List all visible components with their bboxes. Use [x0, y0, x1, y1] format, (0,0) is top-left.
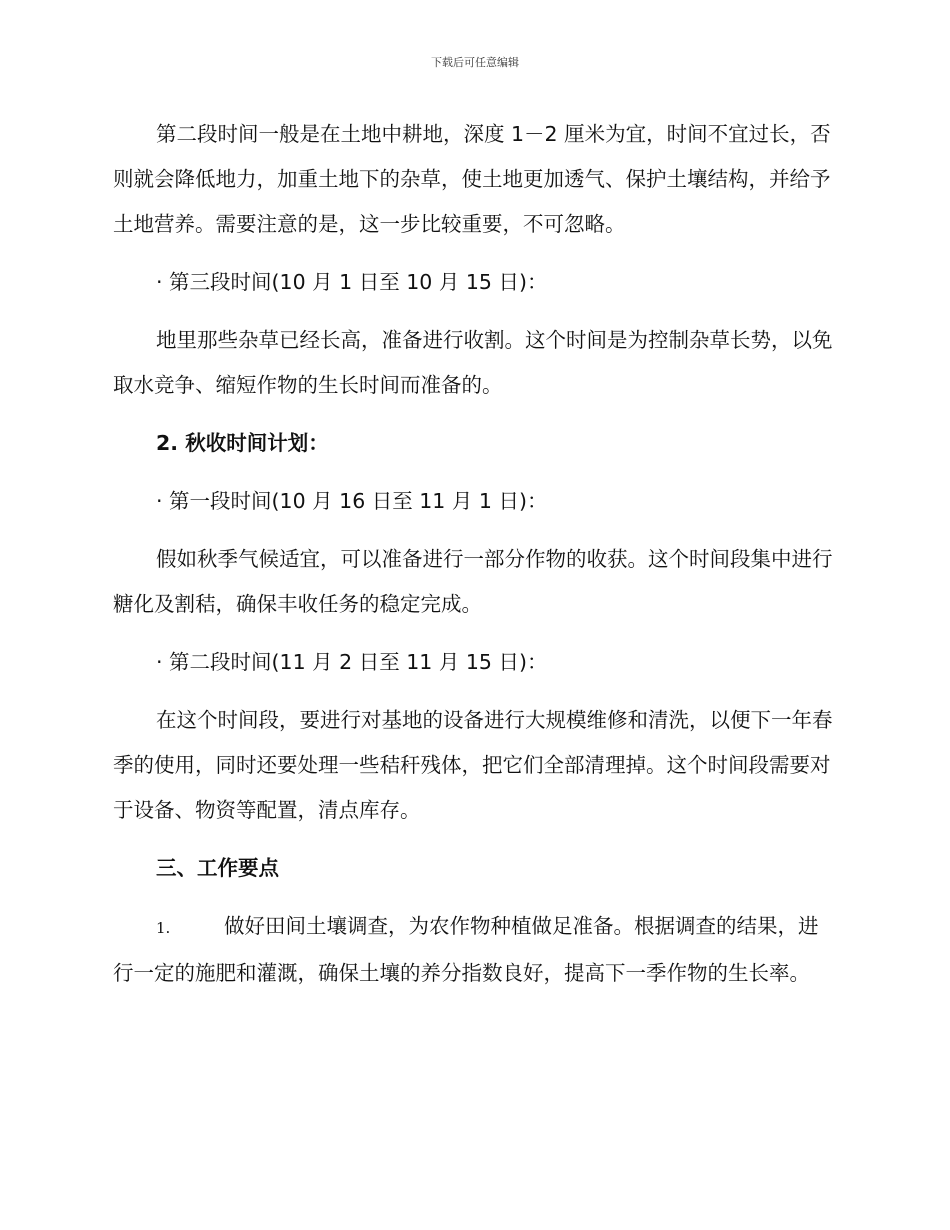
page-header: 下载后可任意编辑: [431, 56, 519, 69]
paragraph-maintenance: 在这个时间段，要进行对基地的设备进行大规模维修和清洗，以便下一年春季的使用，同时还要处理一些秸秆残体，把它们全部清理掉。这个时间段需要对于设备、物资等配置，清点库存。: [113, 708, 833, 822]
list-number: 1.: [156, 919, 171, 937]
document-body: [113, 112, 833, 1009]
paragraph-tillage: 第二段时间一般是在土地中耕地，深度 1－2 厘米为宜，时间不宜过长，否则就会降低地力，加重土地下的杂草，使土地更加透气、保护土壤结构，并给予土地营养。需要注意的是，这一步比较重要，不可忽略。: [113, 122, 831, 236]
heading-work-points: 三、工作要点: [156, 856, 279, 880]
paragraph-weed-harvest: 地里那些杂草已经长高，准备进行收割。这个时间是为控制杂草长势，以免取水竞争、缩短作物的生长时间而准备的。: [113, 328, 833, 397]
heading-autumn-plan: 2. 秋收时间计划：: [156, 431, 329, 455]
paragraph-harvest: 假如秋季气候适宜，可以准备进行一部分作物的收获。这个时间段集中进行糖化及割秸，确保丰收任务的稳定完成。: [113, 547, 833, 616]
bullet-first-period: · 第一段时间(10 月 16 日至 11 月 1 日)：: [156, 489, 548, 513]
list-item-text: 做好田间土壤调查，为农作物种植做足准备。根据调查的结果，进行一定的施肥和灌溉，确保土壤的养分指数良好，提高下一季作物的生长率。: [113, 914, 819, 985]
numbered-item-1: [113, 904, 833, 996]
bullet-third-period: · 第三段时间(10 月 1 日至 10 月 15 日)：: [156, 270, 548, 294]
bullet-second-period: · 第二段时间(11 月 2 日至 11 月 15 日)：: [156, 650, 548, 674]
